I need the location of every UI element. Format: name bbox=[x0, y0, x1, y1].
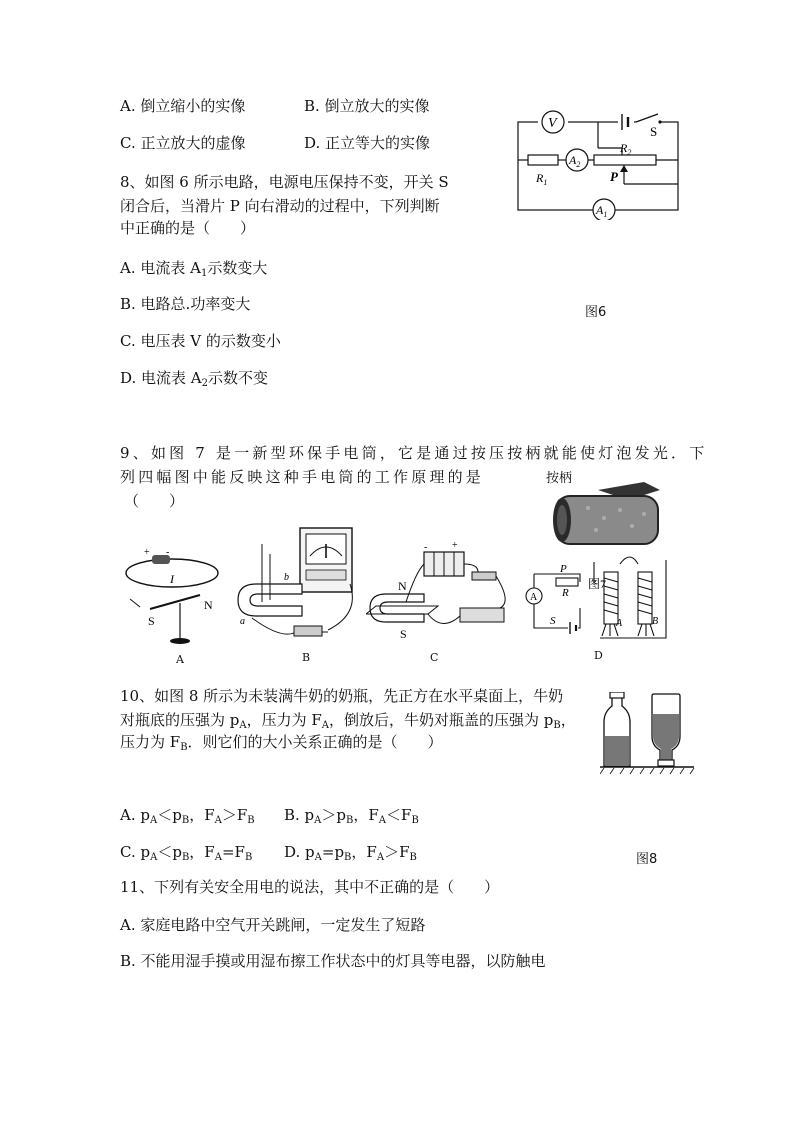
figure-9-option-a bbox=[120, 545, 230, 657]
ammeter-a2-label: $A_2$ bbox=[569, 153, 581, 169]
q11-option-b: B. 不能用湿手摸或用湿布擦工作状态中的灯具等电器，以防触电 bbox=[120, 952, 546, 970]
q10-option-b: B. $p_A>p_B$，$F_A<F_B$ bbox=[284, 806, 419, 826]
q10-stem-line-3: 压力为 $F_B$．则它们的大小关系正确的是（ ） bbox=[120, 733, 443, 753]
svg-text:I: I bbox=[170, 572, 174, 586]
q8-stem-line-1: 8、如图 6 所示电路，电源电压保持不变，开关 S bbox=[120, 173, 449, 191]
figure-9-label-a: A bbox=[176, 653, 184, 666]
resistor-r1-label: $R_1$ bbox=[536, 171, 548, 187]
q7-option-a: A. 倒立缩小的实像 bbox=[120, 97, 246, 115]
q7-option-d: D. 正立等大的实像 bbox=[304, 134, 431, 152]
voltmeter-label: V bbox=[548, 116, 557, 131]
ammeter-a1-label: $A_1$ bbox=[596, 203, 608, 219]
svg-text:N: N bbox=[398, 579, 407, 593]
svg-text:B: B bbox=[652, 616, 659, 627]
svg-text:N: N bbox=[204, 598, 213, 612]
figure-9-option-d bbox=[520, 552, 672, 646]
q10-stem-line-2: 对瓶底的压强为 $p_A$，压力为 $F_A$，倒放后，牛奶对瓶盖的压强为 $p_B$， bbox=[120, 711, 576, 731]
rheostat-r2-label: $R_2$ bbox=[620, 141, 632, 157]
slider-arrow-icon bbox=[620, 165, 628, 172]
svg-text:A: A bbox=[616, 618, 623, 629]
q11-option-a: A. 家庭电路中空气开关跳闸，一定发生了短路 bbox=[120, 916, 426, 934]
q10-option-c: C. $p_A<p_B$，$F_A=F_B$ bbox=[120, 843, 253, 863]
figure-9-option-c bbox=[366, 542, 518, 646]
svg-text:R: R bbox=[562, 587, 569, 599]
svg-text:S: S bbox=[400, 627, 407, 641]
q8-option-c: C. 电压表 V 的示数变小 bbox=[120, 332, 281, 350]
resistor-r1-icon bbox=[528, 155, 558, 165]
rheostat-r2-icon bbox=[594, 155, 656, 165]
svg-text:+: + bbox=[144, 547, 150, 558]
q8-option-d: D. 电流表 $A_2$示数不变 bbox=[120, 369, 269, 389]
q10-stem-line-1: 10、如图 8 所示为未装满牛奶的奶瓶，先正方在水平桌面上，牛奶 bbox=[120, 687, 564, 705]
q9-stem-line-1: 9、如图 7 是一新型环保手电筒，它是通过按压按柄就能使灯泡发光．下 bbox=[120, 444, 708, 462]
q8-stem-line-3: 中正确的是（ ） bbox=[120, 219, 256, 237]
figure-6-caption: 图6 bbox=[585, 305, 607, 320]
slider-p-label: P bbox=[610, 169, 618, 184]
switch-icon bbox=[472, 572, 496, 580]
q9-stem-line-3: （ ） bbox=[124, 492, 185, 510]
figure-8-caption: 图8 bbox=[636, 852, 658, 867]
switch-icon bbox=[294, 626, 322, 636]
figure-9-label-b: B bbox=[302, 651, 311, 664]
q7-option-b: B. 倒立放大的实像 bbox=[304, 97, 430, 115]
magnet-icon bbox=[370, 594, 424, 622]
q8-option-b: B. 电路总.功率变大 bbox=[120, 295, 251, 313]
svg-text:+: + bbox=[452, 542, 458, 551]
q8-option-a: A. 电流表 $A_1$示数变大 bbox=[120, 259, 268, 279]
svg-text:S: S bbox=[148, 614, 155, 628]
figure-9-label-d: D bbox=[594, 649, 603, 662]
svg-text:b: b bbox=[284, 572, 289, 583]
compass-needle-icon bbox=[150, 595, 200, 609]
q11-stem: 11、下列有关安全用电的说法，其中不正确的是（ ） bbox=[120, 878, 500, 896]
svg-text:P: P bbox=[560, 563, 567, 575]
svg-text:A: A bbox=[530, 592, 538, 603]
q7-option-c: C. 正立放大的虚像 bbox=[120, 134, 246, 152]
q8-stem-line-2: 闭合后，当滑片 P 向右滑动的过程中，下列判断 bbox=[120, 197, 440, 215]
switch-label: S bbox=[650, 124, 658, 139]
q9-stem-line-2: 列四幅图中能反映这种手电筒的工作原理的是 bbox=[120, 468, 485, 486]
svg-text:S: S bbox=[550, 615, 556, 627]
q10-option-a: A. $p_A<p_B$，$F_A>F_B$ bbox=[120, 806, 255, 826]
figure-7-label: 图7 bbox=[588, 577, 607, 591]
q10-option-d: D. $p_A=p_B$，$F_A>F_B$ bbox=[284, 843, 417, 863]
figure-9-option-b bbox=[232, 524, 368, 642]
svg-text:-: - bbox=[424, 542, 428, 553]
svg-text:a: a bbox=[240, 616, 245, 627]
handle-label: 按柄 bbox=[546, 471, 573, 486]
svg-text:-: - bbox=[166, 547, 170, 558]
figure-9-label-c: C bbox=[430, 651, 439, 664]
circuit-diagram-figure-6 bbox=[510, 108, 690, 220]
rheostat-icon bbox=[460, 608, 504, 622]
milk-bottle-figure-8 bbox=[600, 692, 696, 778]
flashlight-image bbox=[548, 478, 668, 550]
